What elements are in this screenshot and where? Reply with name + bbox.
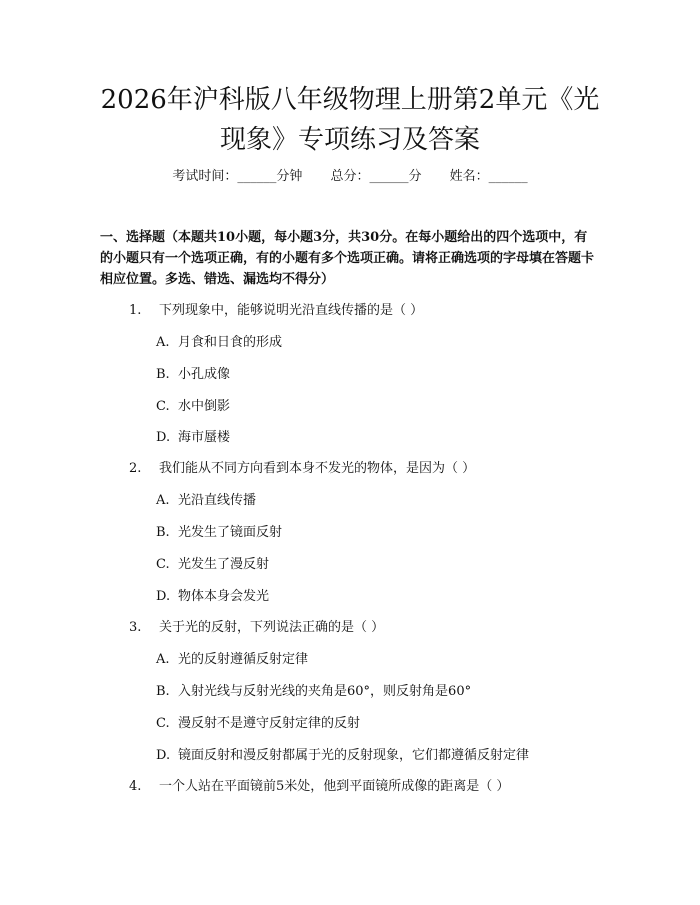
question-number: 4.	[129, 779, 142, 794]
option-text: 光发生了漫反射	[178, 557, 270, 572]
title-line-2: 现象》专项练习及答案	[219, 125, 480, 155]
title-line-1: 2026年沪科版八年级物理上册第2单元《光	[100, 85, 600, 115]
q3-option-c	[156, 714, 360, 734]
document-title	[70, 80, 630, 160]
q1-option-d	[156, 428, 230, 448]
question-text: 一个人站在平面镜前5米处，他到平面镜所成像的距离是（ ）	[159, 779, 510, 794]
q2-option-a	[156, 491, 256, 511]
option-label: B.	[156, 684, 170, 699]
option-label: D.	[156, 589, 171, 604]
question-1	[129, 301, 423, 321]
section-1-header: 一、选择题（本题共10小题，每小题3分，共30分。在每小题给出的四个选项中，有的小题只有一个选项正确，有的小题有多个选项正确。请将正确选项的字母填在答题卡相应位置。多选、错选、漏选均不得分）	[100, 230, 595, 287]
q3-option-b	[156, 682, 471, 702]
student-name-field: 姓名：______	[449, 169, 528, 184]
option-text: 镜面反射和漫反射都属于光的反射现象，它们都遵循反射定律	[178, 748, 530, 763]
exam-info-line	[0, 167, 700, 187]
option-label: D.	[156, 748, 171, 763]
question-number: 2.	[129, 461, 142, 476]
q1-option-b	[156, 365, 230, 385]
total-score-field: 总分：______分	[330, 169, 422, 184]
option-text: 物体本身会发光	[178, 589, 270, 604]
q2-option-b	[156, 523, 282, 543]
question-4	[129, 777, 509, 797]
option-label: C.	[156, 557, 170, 572]
option-label: B.	[156, 367, 170, 382]
option-label: A.	[156, 335, 170, 350]
question-2	[129, 459, 475, 479]
option-text: 光发生了镜面反射	[178, 525, 283, 540]
question-3	[129, 618, 384, 638]
option-label: B.	[156, 525, 170, 540]
q3-option-d	[156, 746, 529, 766]
option-text: 水中倒影	[178, 399, 231, 414]
q3-option-a	[156, 650, 308, 670]
option-text: 光沿直线传播	[178, 493, 257, 508]
question-text: 我们能从不同方向看到本身不发光的物体，是因为（ ）	[159, 461, 476, 476]
option-text: 光的反射遵循反射定律	[178, 652, 309, 667]
option-text: 漫反射不是遵守反射定律的反射	[178, 716, 361, 731]
option-label: A.	[156, 493, 170, 508]
question-number: 3.	[129, 620, 142, 635]
option-text: 入射光线与反射光线的夹角是60°，则反射角是60°	[178, 684, 472, 699]
option-label: A.	[156, 652, 170, 667]
option-label: C.	[156, 716, 170, 731]
question-text: 关于光的反射，下列说法正确的是（ ）	[159, 620, 385, 635]
question-text: 下列现象中，能够说明光沿直线传播的是（ ）	[159, 303, 424, 318]
q1-option-a	[156, 333, 282, 353]
question-number: 1.	[129, 303, 142, 318]
q2-option-c	[156, 555, 269, 575]
option-text: 小孔成像	[178, 367, 231, 382]
exam-time-field: 考试时间：______分钟	[172, 169, 303, 184]
q1-option-c	[156, 397, 230, 417]
option-text: 海市蜃楼	[178, 430, 231, 445]
option-text: 月食和日食的形成	[178, 335, 283, 350]
q2-option-d	[156, 587, 269, 607]
option-label: C.	[156, 399, 170, 414]
option-label: D.	[156, 430, 171, 445]
